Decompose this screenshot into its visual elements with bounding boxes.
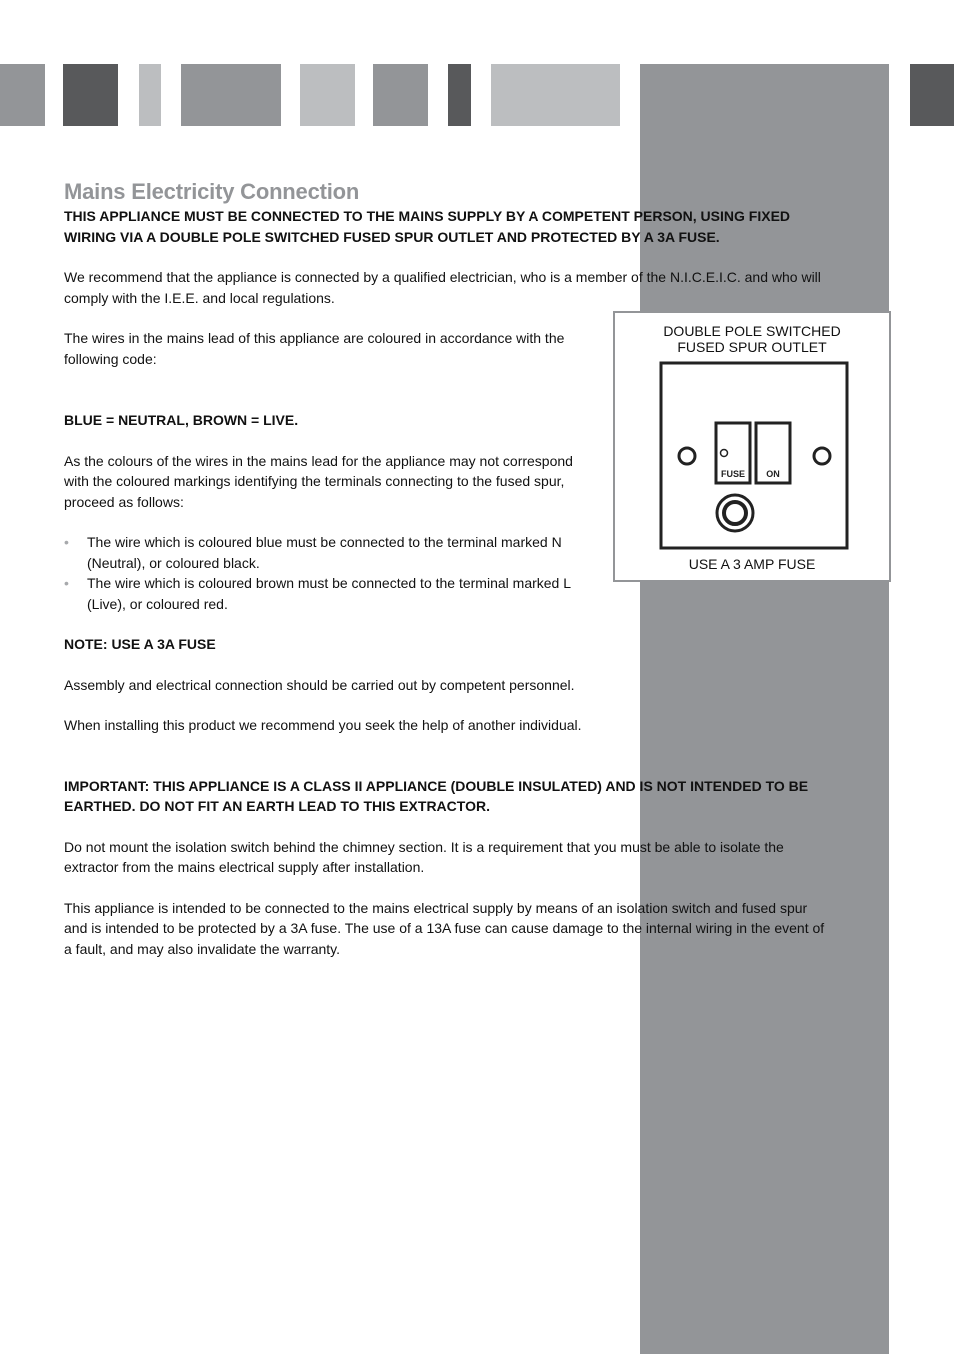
header-block-7 xyxy=(448,64,471,126)
wire-colour-code: BLUE = NEUTRAL, BROWN = LIVE. xyxy=(64,412,299,428)
diagram-title-line-2: FUSED SPUR OUTLET xyxy=(677,339,827,355)
header-block-3 xyxy=(139,64,161,126)
class-ii-important: IMPORTANT: THIS APPLIANCE IS A CLASS II APPLIANCE (DOUBLE INSULATED) AND IS NOT INTENDED TO BE EARTHED. DO NOT FIT AN EARTH LEAD TO THIS EXTRACTOR. xyxy=(64,777,809,814)
header-block-8 xyxy=(491,64,620,126)
diagram-title-line-1: DOUBLE POLE SWITCHED xyxy=(663,323,841,339)
list-item: • The wire which is coloured blue must be connected to the terminal marked N (Neutral), or coloured black. xyxy=(64,532,584,573)
on-label: ON xyxy=(766,469,780,479)
wiring-instructions-list xyxy=(64,532,584,614)
fuse-indicator-icon xyxy=(721,450,728,457)
list-item: • The wire which is coloured brown must be connected to the terminal marked L (Live), or coloured red. xyxy=(64,573,584,614)
header-block-2 xyxy=(63,64,118,126)
header-block-10 xyxy=(910,64,954,126)
assembly-note: Assembly and electrical connection should be carried out by competent personnel. xyxy=(64,676,575,693)
fused-spur-outlet-drawing xyxy=(615,313,889,580)
header-block-1 xyxy=(0,64,45,126)
isolation-switch-note: Do not mount the isolation switch behind the chimney section. It is a requirement that you must be able to isolate the extractor from the mains electrical supply after installation. xyxy=(64,838,784,875)
fuse-note: NOTE: USE A 3A FUSE xyxy=(64,636,216,652)
left-screw-icon xyxy=(679,448,695,464)
help-note: When installing this product we recommend you seek the help of another individual. xyxy=(64,717,582,733)
header-block-5 xyxy=(300,64,355,126)
header-block-6 xyxy=(373,64,428,126)
colours-note: As the colours of the wires in the mains lead for the appliance may not correspond with the coloured markings identifying the terminals connecting to the fused spur, proceed as follows: xyxy=(64,452,573,510)
right-screw-icon xyxy=(814,448,830,464)
cable-outlet-inner-icon xyxy=(724,502,746,524)
header-block-4 xyxy=(181,64,281,126)
page-title: Mains Electricity Connection xyxy=(64,179,360,204)
wires-intro: The wires in the mains lead of this appliance are coloured in accordance with the following code: xyxy=(64,330,565,367)
fuse-label: FUSE xyxy=(720,469,746,479)
connection-warning: THIS APPLIANCE MUST BE CONNECTED TO THE MAINS SUPPLY BY A COMPETENT PERSON, USING FIXED WIRING VIA A DOUBLE POLE SWITCHED FUSED SPUR OUTLET AND PROTECTED BY A 3A FUSE. xyxy=(64,208,791,245)
fuse-intended-note: This appliance is intended to be connected to the mains electrical supply by means of an isolation switch and fused spur and is intended to be protected by a 3A fuse. The use of a 13A fuse can cause damage to the internal wiring in the event of a fault, and may also invalidate the warranty. xyxy=(64,899,825,957)
electrician-recommendation: We recommend that the appliance is connected by a qualified electrician, who is a member of the N.I.C.E.I.C. and who will comply with the I.E.E. and local regulations. xyxy=(64,269,821,306)
diagram-footer: USE A 3 AMP FUSE xyxy=(688,556,816,572)
fused-spur-diagram xyxy=(613,311,891,582)
